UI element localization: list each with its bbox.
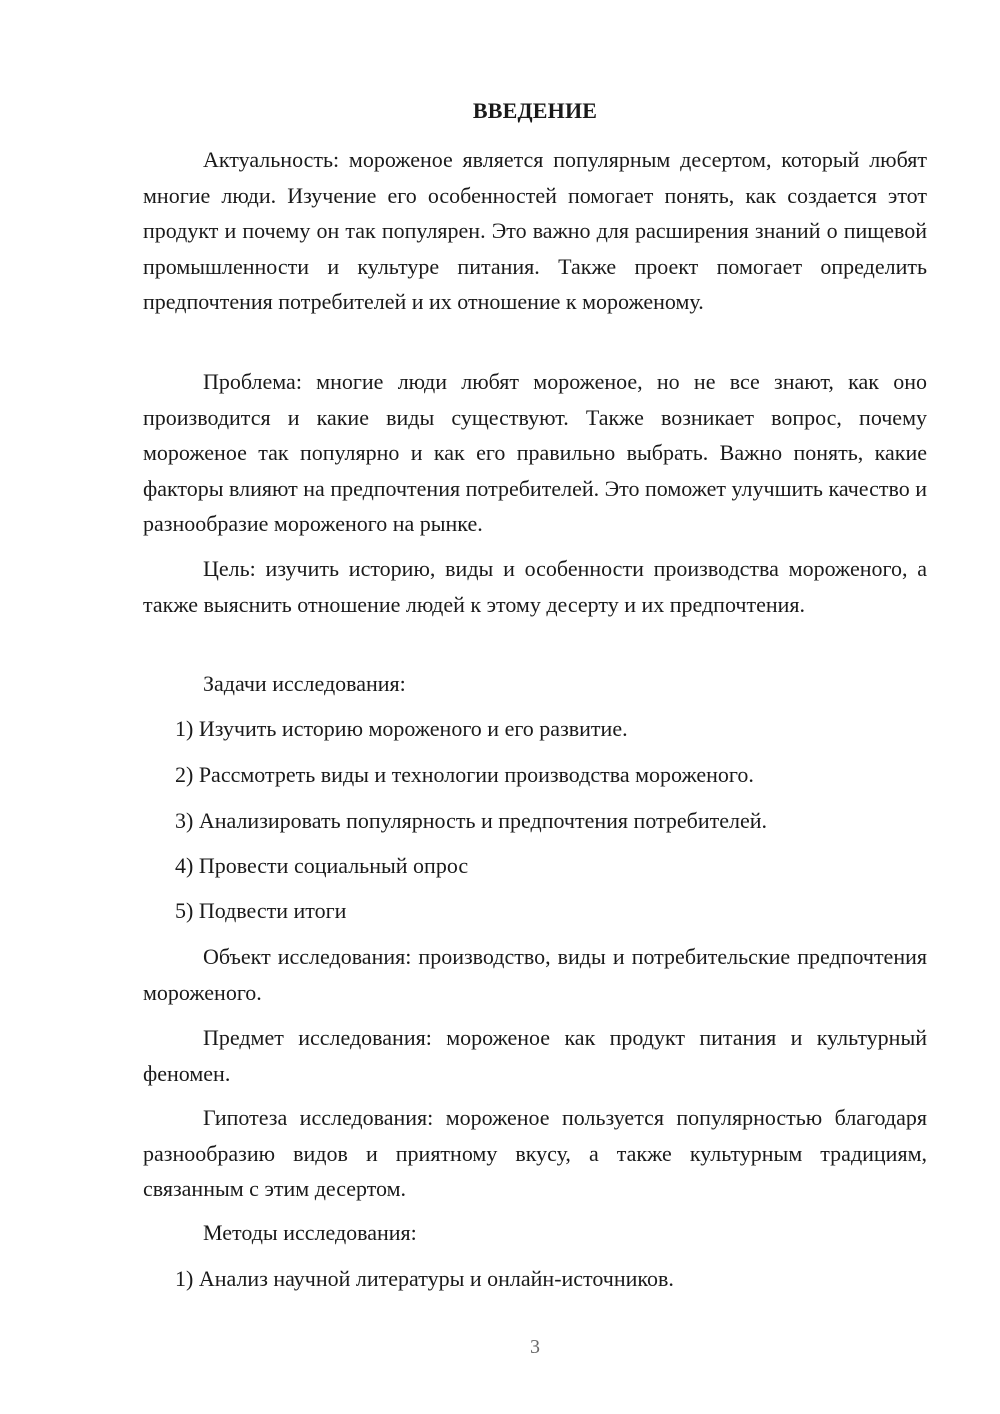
task-item: 3) Анализировать популярность и предпочтения потребителей. (175, 808, 768, 833)
section-heading: ВВЕДЕНИЕ (472, 98, 598, 123)
page-number: 3 (530, 1336, 540, 1358)
problem-paragraph: Проблема: многие люди любят мороженое, но не все знают, как оно производится и какие виды существуют. Также возникает вопрос, почему мороженое так популярно и как его правильно выбрать. Важно понять, какие факторы влияют на предпочтения потребителей. Это поможет улучшить качество и разнообразие мороженого на рынке. (143, 369, 927, 536)
task-item: 2) Рассмотреть виды и технологии производства мороженого. (175, 762, 754, 787)
tasks-label: Задачи исследования: (203, 671, 406, 696)
relevance-paragraph: Актуальность: мороженое является популярным десертом, который любят многие люди. Изучение его особенностей помогает понять, как создается этот продукт и почему он так популярен. Это важно для расширения знаний о пищевой промышленности и культуре питания. Также проект помогает определить предпочтения потребителей и их отношение к мороженому. (143, 147, 927, 314)
method-item: 1) Анализ научной литературы и онлайн-источников. (175, 1266, 674, 1291)
hypothesis-paragraph: Гипотеза исследования: мороженое пользуется популярностью благодаря разнообразию видов и приятному вкусу, а также культурным традициям, связанным с этим десертом. (143, 1105, 927, 1201)
object-paragraph: Объект исследования: производство, виды и потребительские предпочтения мороженого. (143, 944, 927, 1005)
subject-paragraph: Предмет исследования: мороженое как продукт питания и культурный феномен. (143, 1025, 927, 1086)
task-item: 4) Провести социальный опрос (175, 853, 469, 878)
methods-label: Методы исследования: (203, 1220, 417, 1245)
task-item: 5) Подвести итоги (175, 898, 347, 923)
goal-paragraph: Цель: изучить историю, виды и особенности производства мороженого, а также выяснить отношение людей к этому десерту и их предпочтения. (143, 556, 927, 617)
task-item: 1) Изучить историю мороженого и его развитие. (175, 716, 628, 741)
